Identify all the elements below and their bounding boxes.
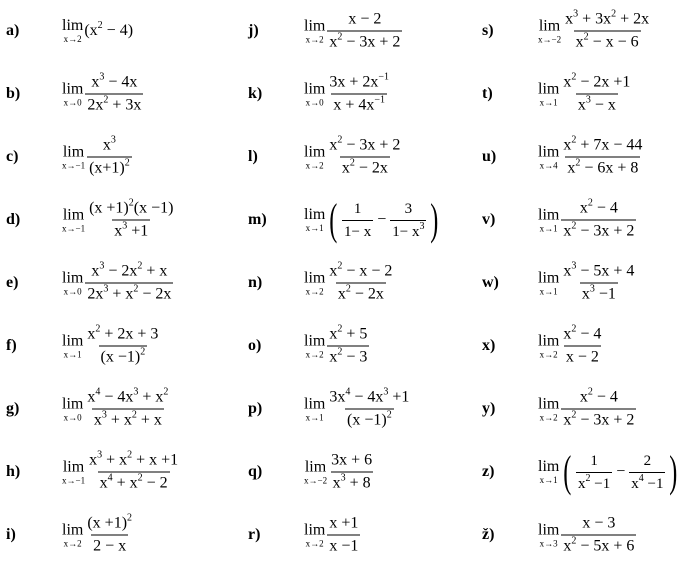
right-paren: ) [669,447,678,496]
denominator: $x^2 - 3x + 2$ [329,31,401,51]
problem-p [248,378,480,440]
lim-subscript: x→2 [63,538,82,548]
fraction [327,260,394,304]
numerator: $x^3 + x^2 + x +1$ [89,449,179,469]
numerator: $x^3 - 2x^2 + x$ [91,260,168,280]
limit-expression [304,323,370,367]
numerator: $x^2 + 7x - 44$ [563,134,643,154]
numerator: 3x + 6 [331,451,373,469]
problem-label: f) [6,337,17,354]
problem-label: m) [248,211,267,228]
lim-subscript: x→2 [63,34,82,44]
limit-expression [62,260,174,304]
lim-operator [538,333,559,359]
minus-sign: − [616,463,626,480]
lim-word: lim [62,458,85,475]
numerator: $(x +1)^2(x -1)$ [89,197,174,217]
problem-label: p) [248,400,263,417]
problem-g [6,378,238,440]
fraction [327,515,360,556]
problem-label: g) [6,400,20,417]
denominator: $(x -1)^2$ [347,409,392,429]
fraction [561,260,636,304]
numerator: $x^2 - 2x +1$ [563,71,631,91]
lim-subscript: x→0 [63,97,82,107]
lim-subscript: x→3 [539,538,558,548]
numerator: $3x^4 - 4x^3 +1$ [329,386,410,406]
limit-expression [304,134,403,178]
fraction [85,260,173,304]
lim-word: lim [304,458,327,475]
problem-label: b) [6,85,21,102]
lim-word: lim [538,395,560,412]
lim-operator [538,18,561,44]
left-paren: ( [329,195,338,244]
limit-expression [304,452,375,493]
problem-a [6,0,238,62]
problem-m [248,189,480,251]
numerator: $x^2 + 5$ [329,323,368,343]
problem-label: d) [6,211,21,228]
problem-label: h) [6,463,21,480]
fraction [329,452,374,493]
problem-k [248,63,480,125]
fraction [87,134,132,178]
denominator: $x^3 + 8$ [332,472,371,492]
numerator: $x^2 - 4$ [579,197,618,217]
lim-operator [304,18,325,44]
limit-expression [304,71,392,115]
lim-subscript: x→1 [539,97,558,107]
limit-expression [538,323,604,367]
numerator: $(x +1)^2$ [87,512,133,532]
problem-e [6,252,238,314]
fraction [85,323,160,367]
lim-subscript: x→1 [539,223,558,233]
limit-expression [62,197,176,241]
problem-label: l) [248,148,258,165]
problem-label: u) [482,148,497,165]
lim-subscript: x→1 [305,412,324,422]
lim-word: lim [538,80,560,97]
problem-ž [482,504,682,566]
lim-operator [304,270,325,296]
fraction [87,449,180,493]
lim-word: lim [304,332,326,349]
limit-expression [62,449,181,493]
denominator: $x^4 + x^2 - 2$ [99,472,168,492]
right-paren: ) [430,195,439,244]
lim-operator [62,522,83,548]
problem-label: a) [6,22,20,39]
numerator: x +1 [329,514,359,532]
denominator: x −1 [327,535,360,556]
fraction [85,512,134,556]
problem-label: e) [6,274,19,291]
lim-operator [538,459,559,485]
lim-operator [62,144,85,170]
lim-word: lim [538,269,560,286]
expression: $(x^2 - 4)$ [84,20,134,39]
fraction [85,71,143,115]
problem-label: q) [248,463,263,480]
denominator: $x^2 - 6x + 8$ [567,157,639,177]
lim-operator [62,459,85,485]
lim-word: lim [304,521,326,538]
limit-expression [538,71,633,115]
problem-label: z) [482,463,495,480]
numerator: 1 [590,452,598,469]
lim-word: lim [62,395,84,412]
lim-subscript: x→−2 [538,34,562,44]
limit-expression [62,71,144,115]
lim-operator [62,396,83,422]
numerator: $x^4 - 4x^3 + x^2$ [87,386,169,406]
lim-word: lim [538,143,560,160]
limit-expression [304,195,442,244]
lim-subscript: x→0 [63,412,82,422]
numerator: $x^2 - 4$ [579,386,618,406]
denominator: $x^3 - x$ [577,94,616,114]
minus-sign: − [377,211,387,228]
lim-word: lim [304,269,326,286]
numerator: $x^3 - 4x$ [91,71,138,91]
lim-subscript: x→2 [539,412,558,422]
problem-f [6,315,238,377]
problem-label: y) [482,400,496,417]
lim-operator [62,207,85,233]
problem-x [482,315,682,377]
denominator: 1− x [342,220,373,241]
problem-s [482,0,682,62]
lim-subscript: x→2 [305,160,324,170]
lim-word: lim [304,395,326,412]
fraction [327,323,369,367]
lim-subscript: x→−2 [304,475,328,485]
limit-expression [62,134,133,178]
lim-operator [304,207,325,233]
denominator: $x^3 -1$ [581,283,616,303]
lim-word: lim [62,269,84,286]
denominator: $x^2 - 3$ [329,346,368,366]
limit-expression [538,386,637,430]
denominator: $x^2 - x - 6$ [575,31,639,51]
lim-operator [304,144,325,170]
problem-i [6,504,238,566]
limit-expression [538,447,681,496]
fraction [327,11,402,52]
fraction [561,515,636,556]
limit-expression [538,197,637,241]
denominator: $x^3 + x^2 + x$ [93,409,162,429]
lim-word: lim [304,143,326,160]
lim-operator [62,81,83,107]
limit-expression [538,260,637,304]
fraction [327,134,402,178]
denominator: $x^2 - 5x + 6$ [563,535,635,555]
problem-label: v) [482,211,496,228]
limit-expression [304,260,395,304]
limit-expression [62,386,171,430]
denominator: 2 − x [91,535,128,556]
problem-q [248,441,480,503]
fraction-a [576,452,612,493]
limit-expression [538,134,645,178]
problem-label: ž) [482,526,495,543]
problem-j [248,0,480,62]
fraction [327,71,391,115]
denominator: $x^4 -1$ [631,472,664,492]
lim-operator [62,270,83,296]
denominator: $x^2 - 2x$ [341,157,388,177]
lim-operator [538,207,559,233]
problem-label: w) [482,274,499,291]
denominator: $x + 4x^{-1}$ [333,94,386,114]
denominator: $x^2 - 3x + 2$ [563,220,635,240]
denominator: $2x^3 + x^2 - 2x$ [87,283,172,303]
lim-operator [538,81,559,107]
lim-subscript: x→2 [305,34,324,44]
lim-subscript: x→1 [305,223,324,233]
problem-u [482,126,682,188]
lim-word: lim [62,521,84,538]
problem-z [482,441,682,503]
problem-y [482,378,682,440]
numerator: $x^3$ [102,134,116,154]
lim-subscript: x→0 [305,97,324,107]
fraction [561,323,603,367]
numerator: $x^2 - x - 2$ [329,260,393,280]
denominator: $2x^2 + 3x$ [87,94,142,114]
lim-word: lim [62,80,84,97]
problem-o [248,315,480,377]
fraction [561,134,644,178]
problem-b [6,63,238,125]
lim-word: lim [538,332,560,349]
lim-subscript: x→2 [305,286,324,296]
problem-label: s) [482,22,494,39]
denominator: $(x -1)^2$ [100,346,146,366]
numerator: 3 [404,200,413,217]
lim-operator [304,81,325,107]
problem-label: n) [248,274,263,291]
denominator: x − 2 [564,346,601,367]
numerator: $x^3 + 3x^2 + 2x$ [565,8,650,28]
problem-l [248,126,480,188]
fraction-b [390,200,426,241]
denominator: $(x+1)^2$ [89,157,130,177]
lim-word: lim [62,332,84,349]
numerator: $3x + 2x^{-1}$ [329,71,390,91]
fraction [561,197,636,241]
lim-word: lim [62,17,84,34]
fraction [563,8,651,52]
numerator: $x^2 - 3x + 2$ [329,134,401,154]
lim-subscript: x→4 [539,160,558,170]
denominator: $x^2 - 3x + 2$ [563,409,635,429]
lim-operator [538,396,559,422]
lim-word: lim [538,458,560,475]
lim-subscript: x→−1 [62,475,86,485]
lim-subscript: x→1 [63,349,82,359]
lim-subscript: x→−1 [62,160,86,170]
problem-w [482,252,682,314]
limit-expression [62,18,133,44]
numerator: $x^2 + 2x + 3$ [87,323,159,343]
lim-operator [62,18,83,44]
problem-h [6,441,238,503]
lim-subscript: x→2 [539,349,558,359]
numerator: 1 [353,200,362,217]
problem-d [6,189,238,251]
numerator: 2 [643,452,652,469]
lim-subscript: x→2 [305,349,324,359]
lim-operator [304,396,325,422]
fraction [561,386,636,430]
numerator: $x^2 - 4$ [563,323,602,343]
limit-expression [538,515,637,556]
problem-c [6,126,238,188]
limit-expression [304,515,361,556]
lim-word: lim [538,206,560,223]
problem-label: k) [248,85,263,102]
limit-expression [304,11,403,52]
numerator: x − 3 [582,514,616,532]
lim-word: lim [304,80,326,97]
lim-word: lim [538,521,560,538]
problem-v [482,189,682,251]
problem-label: x) [482,337,496,354]
limit-expression [304,386,412,430]
lim-operator [304,522,325,548]
lim-word: lim [538,17,561,34]
problem-label: r) [248,526,261,543]
problem-label: j) [248,22,259,39]
lim-operator [62,333,83,359]
denominator: $x^3 +1$ [114,220,149,240]
problem-label: i) [6,526,16,543]
problem-label: c) [6,148,19,165]
lim-operator [304,459,327,485]
problem-t [482,63,682,125]
denominator: $x^2 - 2x$ [337,283,384,303]
lim-word: lim [62,206,85,223]
lim-word: lim [304,17,326,34]
fraction-b [629,452,665,493]
problem-label: o) [248,337,262,354]
numerator: x − 2 [348,10,382,28]
limit-expression [62,512,135,556]
fraction [85,386,170,430]
lim-operator [304,333,325,359]
fraction [561,71,632,115]
denominator: $x^2 -1$ [578,472,611,492]
lim-operator [538,270,559,296]
denominator: $1- x^3$ [392,220,425,240]
problem-n [248,252,480,314]
lim-subscript: x→0 [63,286,82,296]
lim-word: lim [304,206,326,223]
fraction-a [342,200,373,241]
lim-subscript: x→1 [539,286,558,296]
fraction [87,197,175,241]
fraction [327,386,411,430]
limit-expression [538,8,652,52]
lim-subscript: x→1 [539,475,558,485]
lim-word: lim [62,143,85,160]
problem-label: t) [482,85,493,102]
numerator: $x^3 - 5x + 4$ [563,260,635,280]
limit-expression [62,323,161,367]
lim-subscript: x→−1 [62,223,86,233]
lim-subscript: x→2 [305,538,324,548]
left-paren: ( [563,447,572,496]
lim-operator [538,522,559,548]
problem-r [248,504,480,566]
lim-operator [538,144,559,170]
